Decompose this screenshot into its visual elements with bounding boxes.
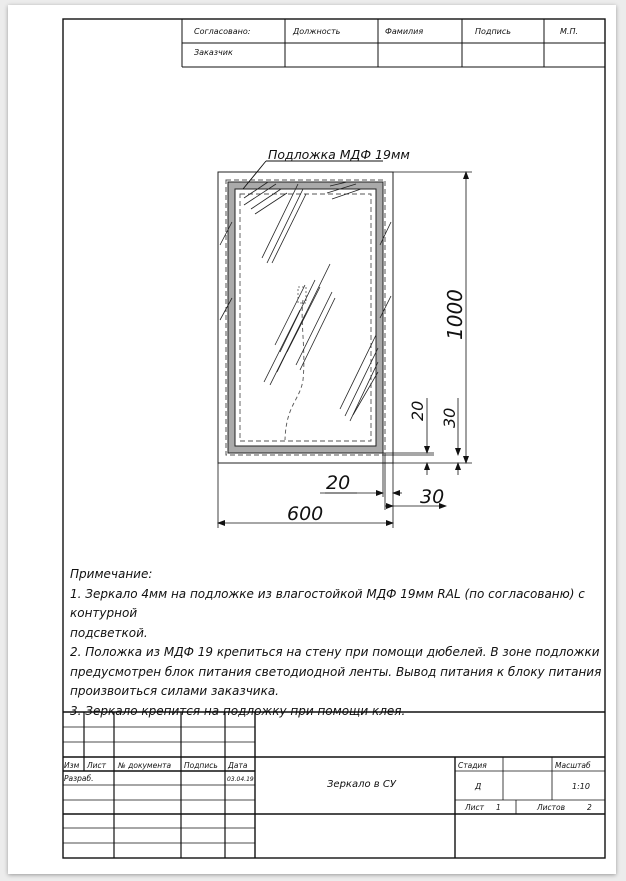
dim-30-horizontal: 30 bbox=[420, 486, 445, 508]
drawing-frame bbox=[63, 19, 605, 858]
notes-title: Примечание: bbox=[70, 567, 153, 581]
backing-border bbox=[228, 182, 383, 453]
approval-surname: Фамилия bbox=[385, 27, 424, 36]
date-value: 03.04.19 bbox=[227, 776, 254, 783]
note-line-3: 2. Положка из МДФ 19 крепиться на стену при помощи дюбелей. В зоне подложки bbox=[70, 645, 600, 659]
stage-value: Д bbox=[475, 782, 482, 791]
dim-20-horizontal: 20 bbox=[326, 472, 351, 494]
approval-agreed: Согласовано: bbox=[194, 27, 251, 36]
backing-label: Подложка МДФ 19мм bbox=[268, 147, 410, 162]
approval-customer: Заказчик bbox=[194, 48, 233, 57]
note-line-6: 3. Зеркало крепится на подложку при помощи клея. bbox=[70, 703, 406, 718]
col-doc: № документа bbox=[118, 761, 172, 770]
col-change: Изм bbox=[64, 761, 80, 770]
approval-signature: Подпись bbox=[475, 27, 511, 36]
approval-position: Должность bbox=[293, 27, 341, 36]
dim-30-vertical: 30 bbox=[440, 407, 459, 428]
glass-hatching bbox=[220, 182, 391, 421]
note-line-1: 1. Зеркало 4мм на подложке из влагостойкой МДФ 19мм RAL (по согласованю) с контурной bbox=[70, 586, 585, 620]
dim-20-vertical: 20 bbox=[408, 400, 427, 421]
sheets-value: 2 bbox=[587, 803, 592, 812]
scale-value: 1:10 bbox=[572, 782, 590, 791]
note-line-2: подсветкой. bbox=[70, 625, 148, 640]
notes-block bbox=[70, 565, 605, 721]
sheet-value: 1 bbox=[496, 803, 501, 812]
sheets-label: Листов bbox=[537, 803, 566, 812]
approval-seal: М.П. bbox=[560, 27, 579, 36]
product-name: Зеркало в СУ bbox=[327, 779, 396, 790]
led-contour bbox=[240, 194, 371, 441]
developer-label: Разраб. bbox=[64, 774, 94, 783]
dim-height: 1000 bbox=[443, 289, 467, 340]
sheet-label: Лист bbox=[465, 803, 485, 812]
note-line-4: предусмотрен блок питания светодиодной ленты. Вывод питания к блоку питания bbox=[70, 664, 602, 679]
col-sign: Подпись bbox=[184, 761, 218, 770]
scale-label: Масштаб bbox=[555, 761, 591, 770]
stage-label: Стадия bbox=[458, 761, 487, 770]
col-sheet: Лист bbox=[87, 761, 107, 770]
col-date: Дата bbox=[228, 761, 248, 770]
mirror-backing bbox=[218, 172, 393, 463]
dim-width: 600 bbox=[287, 503, 324, 525]
note-line-5: произвоиться силами заказчика. bbox=[70, 684, 279, 698]
